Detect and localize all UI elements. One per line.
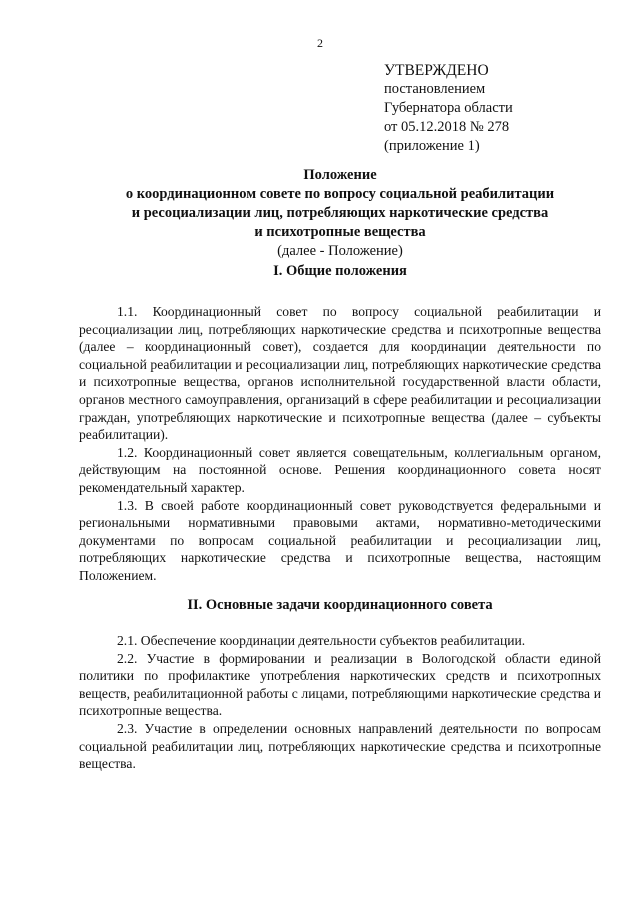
paragraph-2-2: 2.2. Участие в формировании и реализации в Вологодской области единой политики по профилактике употребления наркотических средств и психотропных веществ, реабилитационной работы с лицами, потребляющими наркотические средства и психотропные вещества. [79, 650, 601, 719]
approval-line-resolution: постановлением [384, 81, 486, 97]
approval-title: УТВЕРЖДЕНО [384, 62, 489, 79]
page-number: 2 [317, 36, 323, 50]
title-line-1: Положение [303, 167, 377, 183]
title-line-2: о координационном совете по вопросу социальной реабилитации [125, 186, 555, 202]
paragraph-2-1: 2.1. Обеспечение координации деятельности субъектов реабилитации. [117, 633, 526, 648]
document-title [70, 166, 610, 261]
section-2-body [79, 632, 601, 773]
paragraph-1-3: 1.3. В своей работе координационный совет руководствуется федеральными и региональными нормативными правовыми актами, нормативно-методическими документами по вопросам социальной реабилитации и ресоциализации лиц, потребляющих наркотические средства и психотропные вещества, настоящим Положением. [79, 497, 601, 583]
section-1-heading: I. Общие положения [273, 263, 407, 279]
paragraph-2-3: 2.3. Участие в определении основных направлений деятельности по вопросам социальной реабилитации лиц, потребляющих наркотические средства и психотропные вещества. [79, 720, 601, 772]
paragraph-1-2: 1.2. Координационный совет является совещательным, коллегиальным органом, действующим на постоянной основе. Решения координационного совета носят рекомендательный характер. [79, 444, 601, 495]
section-1-body [79, 303, 601, 585]
title-line-3: и ресоциализации лиц, потребляющих наркотические средства [131, 205, 549, 221]
title-line-4: и психотропные вещества [254, 224, 426, 240]
approval-line-appendix: (приложение 1) [384, 138, 480, 154]
approval-line-governor: Губернатора области [384, 100, 513, 116]
section-2-heading: II. Основные задачи координационного совета [187, 597, 493, 613]
approval-stamp [384, 61, 513, 156]
paragraph-1-1: 1.1. Координационный совет по вопросу социальной реабилитации и ресоциализации лиц, потребляющих наркотические средства и психотропные вещества (далее – координационный совет), создается для координации деятельности по социальной реабилитации и ресоциализации лиц, потребляющих наркотические средства и психотропные вещества, органов исполнительной государственной власти области, органов местного самоуправления, организаций в сфере реабилитации и ресоциализации граждан, употребляющих наркотические и психотропные вещества (далее – субъекты реабилитации). [79, 304, 601, 443]
title-line-5: (далее - Положение) [277, 243, 403, 259]
approval-line-date-number: от 05.12.2018 № 278 [384, 119, 510, 135]
